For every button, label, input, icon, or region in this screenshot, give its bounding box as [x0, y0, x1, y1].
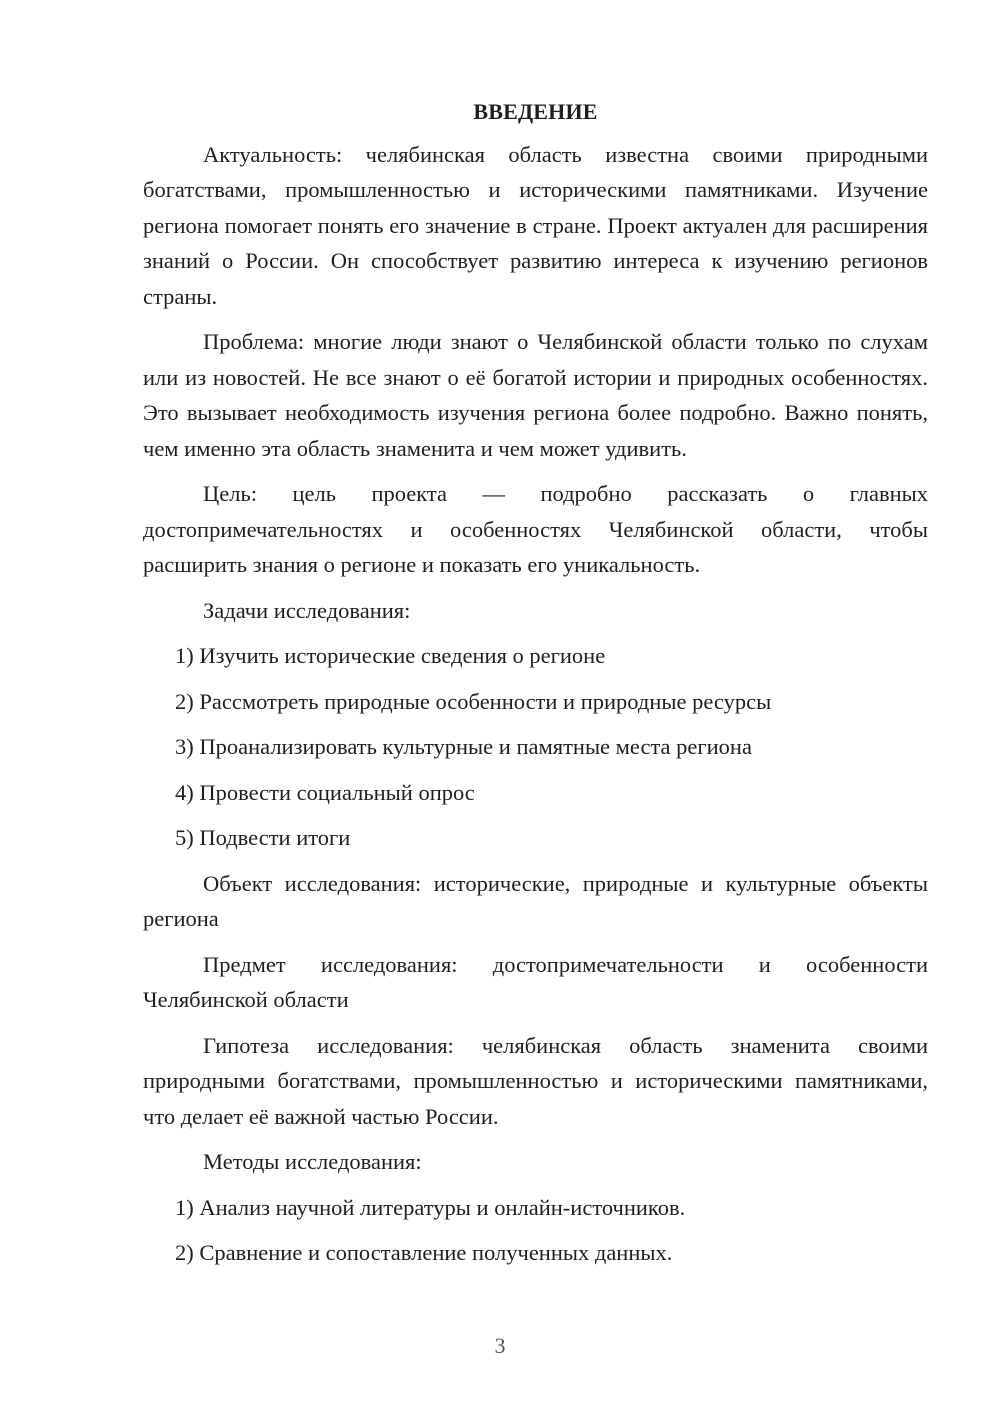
list-item: 3) Проанализировать культурные и памятные места региона [175, 734, 752, 759]
list-item: 1) Анализ научной литературы и онлайн-источников. [175, 1194, 686, 1220]
page-number: 3 [494, 1333, 506, 1358]
problem-paragraph: Проблема: многие люди знают о Челябинской области только по слухам или из новостей. Не все знают о её богатой истории и природных особенностях. Это вызывает необходимость изучения региона более подробно. Важно понять, чем именно эта область знаменита и чем может удивить. [143, 329, 928, 461]
section-title: ВВЕДЕНИЕ [473, 99, 598, 124]
document-page [143, 94, 928, 1271]
object-paragraph: Объект исследования: исторические, природные и культурные объекты региона [143, 870, 928, 931]
tasks-label: Задачи исследования: [203, 597, 411, 623]
tasks-list [143, 638, 928, 856]
relevance-paragraph: Актуальность: челябинская область известна своими природными богатствами, промышленностью и историческими памятниками. Изучение региона помогает понять его значение в стране. Проект актуален для расширения знаний о России. Он способствует развитию интереса к изучению регионов страны. [143, 141, 928, 309]
list-item: 5) Подвести итоги [175, 825, 351, 850]
list-item: 2) Рассмотреть природные особенности и природные ресурсы [175, 688, 772, 714]
list-item: 1) Изучить исторические сведения о регионе [175, 643, 606, 668]
methods-list [143, 1190, 928, 1271]
subject-paragraph: Предмет исследования: достопримечательности и особенности Челябинской области [143, 951, 928, 1012]
methods-label: Методы исследования: [203, 1149, 422, 1174]
list-item: 2) Сравнение и сопоставление полученных данных. [175, 1240, 673, 1265]
goal-paragraph: Цель: цель проекта — подробно рассказать о главных достопримечательностях и особенностях Челябинской области, чтобы расширить знания о регионе и показать его уникальность. [143, 481, 928, 577]
hypothesis-paragraph: Гипотеза исследования: челябинская область знаменита своими природными богатствами, промышленностью и историческими памятниками, что делает её важной частью России. [143, 1032, 928, 1129]
list-item: 4) Провести социальный опрос [175, 779, 475, 805]
